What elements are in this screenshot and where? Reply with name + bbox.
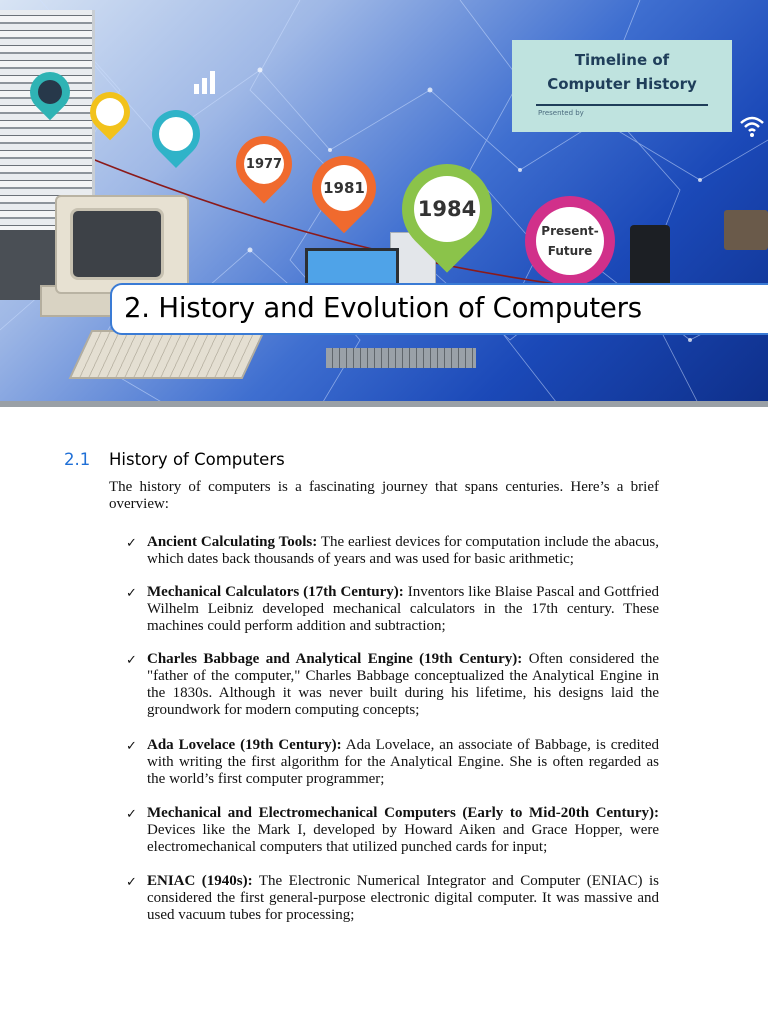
list-item-text bbox=[147, 651, 659, 719]
checkmark-icon: ✓ bbox=[126, 653, 137, 668]
timeline-title-card bbox=[512, 40, 732, 132]
checkmark-icon: ✓ bbox=[126, 536, 137, 551]
timeline-title-underline bbox=[536, 104, 708, 106]
checkmark-icon: ✓ bbox=[126, 586, 137, 601]
list-item-body: Often considered the "father of the computer," Charles Babbage conceptualized the Analytical Engine in the 1830s. Although it was never built during his lifetime, his designs laid the groundwork for modern computing concepts; bbox=[147, 651, 660, 718]
pin-label-present: Present- Future bbox=[536, 207, 604, 275]
future-device-image bbox=[724, 210, 768, 250]
list-item-body: Ada Lovelace, an associate of Babbage, is credited with writing the first algorithm for the Analytical Engine. She is often regarded as the world’s first computer programmer; bbox=[147, 737, 659, 787]
timeline-title: Timeline of Computer History bbox=[547, 51, 697, 93]
bar-graph-icon bbox=[192, 68, 220, 96]
list-item-text bbox=[147, 584, 659, 635]
list-item-heading: Mechanical Calculators (17th Century): bbox=[147, 584, 404, 600]
wifi-icon bbox=[738, 112, 766, 140]
timeline-pin-present bbox=[525, 196, 615, 286]
list-item-text bbox=[147, 737, 659, 788]
checkmark-icon: ✓ bbox=[126, 739, 137, 754]
list-item-text bbox=[147, 805, 659, 856]
checkmark-icon: ✓ bbox=[126, 875, 137, 890]
list-item-heading: ENIAC (1940s): bbox=[147, 873, 253, 889]
list-item-body: Devices like the Mark I, developed by Howard Aiken and Grace Hopper, were electromechanical computers that utilized punched cards for input; bbox=[147, 822, 659, 855]
chapter-title: 2. History and Evolution of Computers bbox=[124, 292, 642, 324]
pin-label-1984: 1984 bbox=[414, 176, 480, 242]
timeline-presenter: Presented by bbox=[538, 109, 584, 117]
pin-label-1981: 1981 bbox=[321, 165, 367, 211]
list-item-heading: Charles Babbage and Analytical Engine (19th Century): bbox=[147, 651, 523, 667]
intro-paragraph: The history of computers is a fascinating journey that spans centuries. Here’s a brief overview: bbox=[109, 479, 659, 512]
checkmark-icon: ✓ bbox=[126, 807, 137, 822]
list-item-heading: Ada Lovelace (19th Century): bbox=[147, 737, 342, 753]
section-number: 2.1 bbox=[64, 450, 91, 469]
list-item-body: Inventors like Blaise Pascal and Gottfried Wilhelm Leibniz developed mechanical calculators in the 17th century. These machines could perform addition and subtraction; bbox=[147, 584, 659, 634]
section-title: History of Computers bbox=[109, 450, 285, 469]
list-item-body: The earliest devices for computation include the abacus, which dates back thousands of years and was used for basic arithmetic; bbox=[147, 534, 659, 567]
list-item-text bbox=[147, 873, 659, 924]
list-item-heading: Ancient Calculating Tools: bbox=[147, 534, 318, 550]
list-item-text bbox=[147, 534, 659, 568]
list-item-body: The Electronic Numerical Integrator and Computer (ENIAC) is considered the first general-purpose electronic digital computer. It was massive and used vacuum tubes for processing; bbox=[147, 873, 659, 923]
laptop-keyboard-image bbox=[326, 348, 476, 368]
vintage-pc-screen bbox=[70, 208, 164, 280]
vintage-keyboard-image bbox=[69, 330, 266, 379]
pin-label-1977: 1977 bbox=[244, 144, 284, 184]
list-item-heading: Mechanical and Electromechanical Computers (Early to Mid-20th Century): bbox=[147, 805, 659, 821]
chapter-banner bbox=[0, 0, 768, 407]
